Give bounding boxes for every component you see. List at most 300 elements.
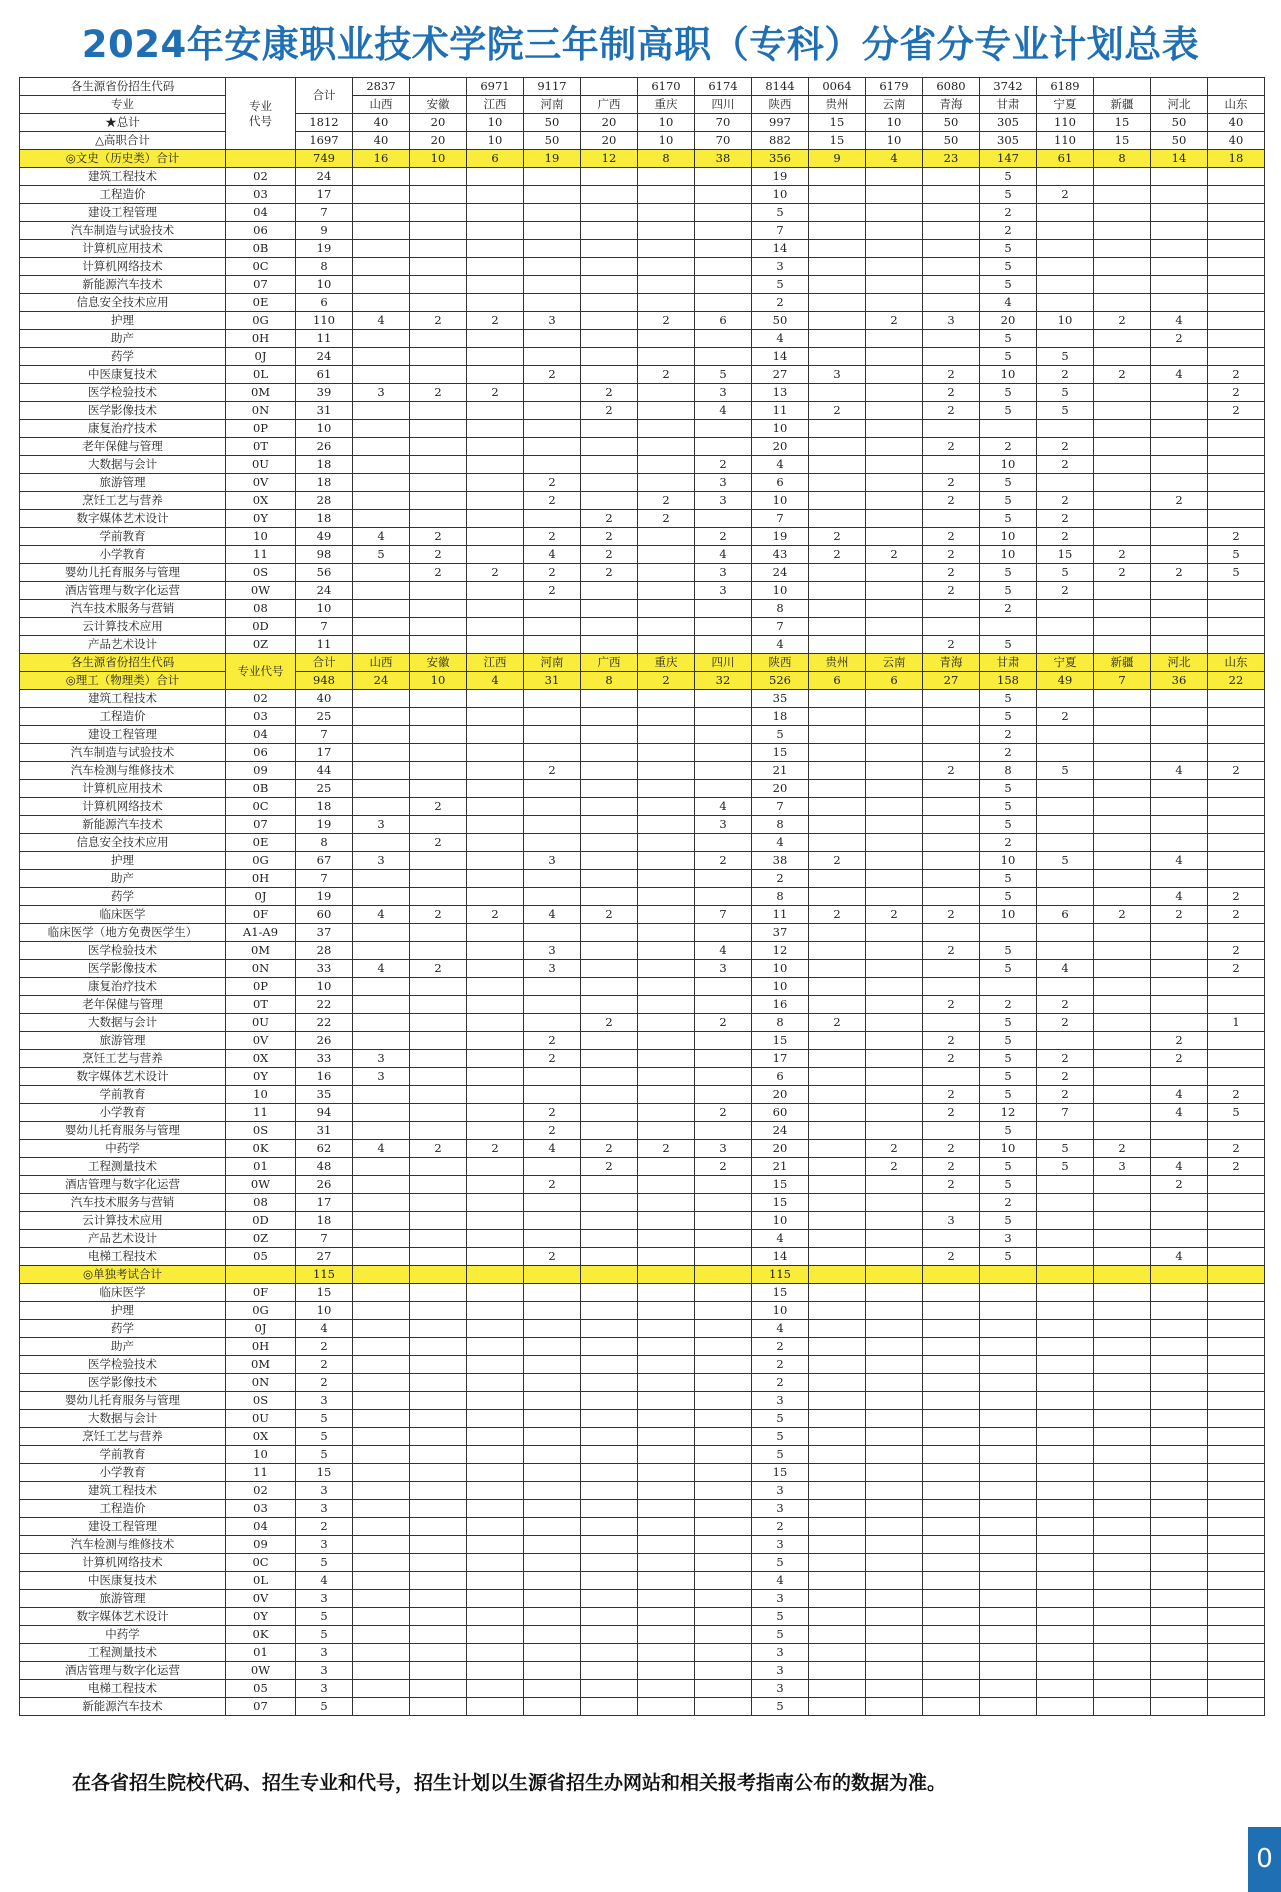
value-cell: 2 xyxy=(524,762,581,780)
value-cell xyxy=(524,1320,581,1338)
value-cell: 20 xyxy=(752,780,809,798)
value-cell xyxy=(638,1662,695,1680)
value-cell xyxy=(866,438,923,456)
row-total-cell: 10 xyxy=(296,1302,353,1320)
value-cell xyxy=(410,1572,467,1590)
major-name-cell: 建设工程管理 xyxy=(20,1518,226,1536)
table-row xyxy=(20,1662,1265,1680)
value-cell xyxy=(1208,1356,1265,1374)
major-name-cell: 工程测量技术 xyxy=(20,1644,226,1662)
value-cell xyxy=(866,1572,923,1590)
value-cell: 20 xyxy=(980,312,1037,330)
value-cell xyxy=(866,1284,923,1302)
value-cell xyxy=(638,1194,695,1212)
value-cell xyxy=(1094,1284,1151,1302)
value-cell xyxy=(809,744,866,762)
value-cell: 115 xyxy=(752,1266,809,1284)
value-cell xyxy=(866,1176,923,1194)
major-name-cell: 新能源汽车技术 xyxy=(20,816,226,834)
value-cell xyxy=(1208,1554,1265,1572)
row-total-cell: 61 xyxy=(296,366,353,384)
value-cell xyxy=(1208,1536,1265,1554)
major-name-cell: 护理 xyxy=(20,312,226,330)
major-code-cell: 0Z xyxy=(226,636,296,654)
value-cell: 20 xyxy=(752,1086,809,1104)
value-cell xyxy=(410,1212,467,1230)
value-cell xyxy=(1037,1374,1094,1392)
section-total-row xyxy=(20,150,1265,168)
major-code-cell: 0N xyxy=(226,960,296,978)
value-cell xyxy=(581,1356,638,1374)
value-cell xyxy=(353,1590,410,1608)
value-cell xyxy=(581,1302,638,1320)
major-name-cell: 护理 xyxy=(20,852,226,870)
value-cell xyxy=(1094,1662,1151,1680)
value-cell xyxy=(1208,1230,1265,1248)
value-cell: 2 xyxy=(638,1140,695,1158)
value-cell xyxy=(1151,1230,1208,1248)
value-cell: 43 xyxy=(752,546,809,564)
value-cell xyxy=(1037,1590,1094,1608)
value-cell: 15 xyxy=(809,132,866,150)
value-cell xyxy=(1208,456,1265,474)
value-cell xyxy=(866,924,923,942)
value-cell xyxy=(1208,1500,1265,1518)
major-name-cell: 大数据与会计 xyxy=(20,1410,226,1428)
value-cell: 2 xyxy=(923,1104,980,1122)
value-cell xyxy=(809,1410,866,1428)
major-code-cell: 04 xyxy=(226,726,296,744)
value-cell xyxy=(353,1320,410,1338)
value-cell xyxy=(467,708,524,726)
value-cell xyxy=(1151,1392,1208,1410)
value-cell xyxy=(1151,1626,1208,1644)
value-cell: 10 xyxy=(467,114,524,132)
value-cell xyxy=(638,1248,695,1266)
row-total-cell: 8 xyxy=(296,258,353,276)
value-cell xyxy=(1208,618,1265,636)
value-cell: 3 xyxy=(752,1680,809,1698)
value-cell xyxy=(524,1644,581,1662)
value-cell: 5 xyxy=(1208,1104,1265,1122)
table-row xyxy=(20,1500,1265,1518)
value-cell xyxy=(809,1500,866,1518)
value-cell xyxy=(866,492,923,510)
value-cell xyxy=(1151,780,1208,798)
value-cell: 3 xyxy=(752,1590,809,1608)
value-cell xyxy=(809,780,866,798)
value-cell: 27 xyxy=(923,672,980,690)
value-cell: 2 xyxy=(1208,960,1265,978)
value-cell xyxy=(980,1374,1037,1392)
value-cell xyxy=(581,582,638,600)
value-cell xyxy=(1037,600,1094,618)
value-cell xyxy=(923,870,980,888)
value-cell xyxy=(353,1500,410,1518)
major-code-cell: 05 xyxy=(226,1248,296,1266)
value-cell: 2 xyxy=(581,906,638,924)
value-cell xyxy=(581,1320,638,1338)
value-cell xyxy=(467,1446,524,1464)
value-cell xyxy=(467,1212,524,1230)
value-cell xyxy=(638,960,695,978)
value-cell xyxy=(467,636,524,654)
major-name-cell: 工程造价 xyxy=(20,708,226,726)
value-cell: 2 xyxy=(1151,1176,1208,1194)
value-cell xyxy=(866,168,923,186)
value-cell xyxy=(524,798,581,816)
value-cell xyxy=(695,1302,752,1320)
value-cell xyxy=(1037,1176,1094,1194)
value-cell xyxy=(581,762,638,780)
value-cell xyxy=(695,330,752,348)
value-cell: 10 xyxy=(638,114,695,132)
value-cell: 2 xyxy=(1151,330,1208,348)
value-cell: 10 xyxy=(752,582,809,600)
value-cell: 2 xyxy=(1208,1086,1265,1104)
value-cell xyxy=(809,618,866,636)
major-code-cell: 0W xyxy=(226,582,296,600)
major-name-cell: 酒店管理与数字化运营 xyxy=(20,1176,226,1194)
value-cell xyxy=(353,1698,410,1716)
value-cell xyxy=(1037,168,1094,186)
header-code-label: 专业代号 xyxy=(226,654,296,690)
value-cell xyxy=(524,1698,581,1716)
value-cell xyxy=(524,636,581,654)
table-row xyxy=(20,1626,1265,1644)
value-cell xyxy=(923,1572,980,1590)
value-cell xyxy=(1037,870,1094,888)
value-cell: 36 xyxy=(1151,672,1208,690)
major-name-cell: 医学检验技术 xyxy=(20,942,226,960)
value-cell xyxy=(695,870,752,888)
row-total-cell: 18 xyxy=(296,1212,353,1230)
table-row xyxy=(20,420,1265,438)
value-cell xyxy=(1037,1644,1094,1662)
value-cell xyxy=(581,1194,638,1212)
value-cell xyxy=(866,1356,923,1374)
value-cell xyxy=(809,978,866,996)
value-cell xyxy=(1094,1590,1151,1608)
value-cell xyxy=(695,834,752,852)
value-cell: 5 xyxy=(980,1068,1037,1086)
value-cell: 2 xyxy=(1151,1050,1208,1068)
value-cell xyxy=(923,276,980,294)
value-cell xyxy=(353,564,410,582)
value-cell: 60 xyxy=(752,1104,809,1122)
value-cell: 5 xyxy=(980,942,1037,960)
row-total-cell: 7 xyxy=(296,204,353,222)
value-cell xyxy=(695,1482,752,1500)
value-cell xyxy=(866,942,923,960)
table-row xyxy=(20,924,1265,942)
value-cell xyxy=(410,186,467,204)
value-cell xyxy=(1151,690,1208,708)
province-name-cell: 云南 xyxy=(866,654,923,672)
value-cell: 15 xyxy=(752,744,809,762)
value-cell xyxy=(410,492,467,510)
value-cell xyxy=(1037,1536,1094,1554)
table-row xyxy=(20,1608,1265,1626)
value-cell xyxy=(1208,834,1265,852)
value-cell xyxy=(410,582,467,600)
value-cell: 2 xyxy=(467,312,524,330)
value-cell xyxy=(353,690,410,708)
value-cell xyxy=(923,510,980,528)
value-cell: 20 xyxy=(752,1140,809,1158)
value-cell xyxy=(1208,1626,1265,1644)
value-cell xyxy=(866,1482,923,1500)
province-name-cell: 广西 xyxy=(581,654,638,672)
value-cell xyxy=(1208,1662,1265,1680)
value-cell xyxy=(524,618,581,636)
value-cell xyxy=(410,870,467,888)
value-cell xyxy=(809,1590,866,1608)
value-cell xyxy=(866,1428,923,1446)
value-cell xyxy=(410,1158,467,1176)
value-cell xyxy=(1037,834,1094,852)
value-cell xyxy=(866,1626,923,1644)
value-cell xyxy=(581,1266,638,1284)
value-cell xyxy=(467,330,524,348)
value-cell xyxy=(524,744,581,762)
value-cell xyxy=(638,1482,695,1500)
value-cell xyxy=(809,942,866,960)
value-cell: 3 xyxy=(752,1536,809,1554)
value-cell xyxy=(581,1068,638,1086)
value-cell: 2 xyxy=(809,528,866,546)
value-cell xyxy=(353,1032,410,1050)
major-name-cell: 工程测量技术 xyxy=(20,1158,226,1176)
value-cell: 2 xyxy=(524,1176,581,1194)
major-name-cell: 电梯工程技术 xyxy=(20,1248,226,1266)
value-cell: 35 xyxy=(752,690,809,708)
value-cell xyxy=(809,888,866,906)
value-cell xyxy=(1151,1302,1208,1320)
value-cell xyxy=(581,942,638,960)
value-cell xyxy=(809,1086,866,1104)
value-cell xyxy=(410,402,467,420)
value-cell: 2 xyxy=(695,1158,752,1176)
value-cell xyxy=(1037,1572,1094,1590)
major-code-cell: 0K xyxy=(226,1626,296,1644)
value-cell xyxy=(1037,1464,1094,1482)
value-cell xyxy=(581,1284,638,1302)
value-cell: 3 xyxy=(752,1500,809,1518)
value-cell xyxy=(809,456,866,474)
value-cell: 1 xyxy=(1208,1014,1265,1032)
value-cell xyxy=(1151,1590,1208,1608)
table-row xyxy=(20,1590,1265,1608)
value-cell xyxy=(524,1338,581,1356)
header-cell: 各生源省份招生代码 xyxy=(20,78,226,96)
value-cell xyxy=(1037,1392,1094,1410)
value-cell: 2 xyxy=(1094,1140,1151,1158)
value-cell: 3 xyxy=(695,960,752,978)
value-cell: 13 xyxy=(752,384,809,402)
value-cell xyxy=(809,690,866,708)
value-cell xyxy=(638,1284,695,1302)
value-cell xyxy=(1094,924,1151,942)
major-name-cell: 汽车技术服务与营销 xyxy=(20,600,226,618)
row-total-cell: 49 xyxy=(296,528,353,546)
value-cell xyxy=(581,1482,638,1500)
value-cell: 15 xyxy=(809,114,866,132)
value-cell: 10 xyxy=(980,528,1037,546)
value-cell xyxy=(809,438,866,456)
row-total-cell: 18 xyxy=(296,474,353,492)
value-cell: 5 xyxy=(752,1410,809,1428)
value-cell xyxy=(410,618,467,636)
value-cell xyxy=(923,186,980,204)
major-code-cell: 0N xyxy=(226,1374,296,1392)
table-row xyxy=(20,1554,1265,1572)
value-cell xyxy=(581,708,638,726)
value-cell xyxy=(353,456,410,474)
value-cell: 40 xyxy=(353,132,410,150)
major-name-cell: 医学影像技术 xyxy=(20,1374,226,1392)
value-cell: 24 xyxy=(752,1122,809,1140)
value-cell xyxy=(581,276,638,294)
table-row xyxy=(20,510,1265,528)
value-cell: 2 xyxy=(695,1104,752,1122)
value-cell: 4 xyxy=(752,456,809,474)
value-cell xyxy=(1094,996,1151,1014)
value-cell xyxy=(1094,834,1151,852)
value-cell xyxy=(1037,1302,1094,1320)
value-cell xyxy=(695,348,752,366)
value-cell xyxy=(695,1662,752,1680)
major-code-cell: 0H xyxy=(226,870,296,888)
row-total-cell: 7 xyxy=(296,1230,353,1248)
value-cell xyxy=(1094,510,1151,528)
value-cell xyxy=(581,1050,638,1068)
value-cell: 10 xyxy=(752,492,809,510)
value-cell: 10 xyxy=(980,366,1037,384)
value-cell xyxy=(410,1176,467,1194)
value-cell: 2 xyxy=(524,1122,581,1140)
value-cell: 2 xyxy=(923,1140,980,1158)
value-cell xyxy=(524,1194,581,1212)
value-cell xyxy=(866,204,923,222)
value-cell: 22 xyxy=(1208,672,1265,690)
value-cell: 2 xyxy=(524,474,581,492)
row-total-cell: 26 xyxy=(296,1032,353,1050)
value-cell xyxy=(809,1122,866,1140)
value-cell xyxy=(1094,1392,1151,1410)
value-cell: 5 xyxy=(1037,402,1094,420)
major-name-cell: 计算机应用技术 xyxy=(20,780,226,798)
value-cell xyxy=(353,1194,410,1212)
value-cell: 8 xyxy=(752,816,809,834)
value-cell: 50 xyxy=(1151,114,1208,132)
value-cell xyxy=(1094,960,1151,978)
value-cell xyxy=(1151,1122,1208,1140)
value-cell: 10 xyxy=(980,456,1037,474)
row-total-cell: 26 xyxy=(296,1176,353,1194)
value-cell xyxy=(467,996,524,1014)
value-cell xyxy=(353,600,410,618)
value-cell: 2 xyxy=(923,402,980,420)
value-cell xyxy=(581,1554,638,1572)
major-code-cell: 0C xyxy=(226,258,296,276)
value-cell xyxy=(410,366,467,384)
major-name-cell: 汽车检测与维修技术 xyxy=(20,762,226,780)
value-cell xyxy=(923,1518,980,1536)
value-cell xyxy=(695,1356,752,1374)
value-cell: 15 xyxy=(752,1194,809,1212)
value-cell xyxy=(638,1212,695,1230)
value-cell xyxy=(524,726,581,744)
value-cell xyxy=(353,798,410,816)
major-code-cell: 09 xyxy=(226,1536,296,1554)
value-cell: 4 xyxy=(353,528,410,546)
value-cell: 2 xyxy=(638,492,695,510)
province-name-cell: 河南 xyxy=(524,654,581,672)
value-cell: 21 xyxy=(752,1158,809,1176)
value-cell xyxy=(1094,744,1151,762)
value-cell xyxy=(866,258,923,276)
row-total-cell: 5 xyxy=(296,1446,353,1464)
value-cell xyxy=(467,1194,524,1212)
value-cell: 2 xyxy=(809,1014,866,1032)
value-cell xyxy=(809,1212,866,1230)
value-cell xyxy=(980,1266,1037,1284)
major-code-cell: 0W xyxy=(226,1176,296,1194)
value-cell: 2 xyxy=(752,1356,809,1374)
value-cell: 18 xyxy=(752,708,809,726)
value-cell: 5 xyxy=(752,1698,809,1716)
value-cell xyxy=(524,1446,581,1464)
value-cell xyxy=(1151,276,1208,294)
value-cell xyxy=(410,1482,467,1500)
value-cell xyxy=(638,1122,695,1140)
major-name-cell: 建设工程管理 xyxy=(20,204,226,222)
value-cell: 5 xyxy=(752,1554,809,1572)
value-cell xyxy=(809,1392,866,1410)
value-cell: 5 xyxy=(980,582,1037,600)
value-cell xyxy=(1094,186,1151,204)
value-cell: 2 xyxy=(923,1032,980,1050)
value-cell xyxy=(980,1356,1037,1374)
value-cell xyxy=(1151,528,1208,546)
value-cell: 10 xyxy=(1037,312,1094,330)
value-cell xyxy=(353,1392,410,1410)
value-cell xyxy=(467,834,524,852)
value-cell xyxy=(638,1320,695,1338)
value-cell: 20 xyxy=(752,438,809,456)
value-cell xyxy=(638,1608,695,1626)
value-cell: 8 xyxy=(752,888,809,906)
value-cell xyxy=(980,1500,1037,1518)
value-cell: 2 xyxy=(581,528,638,546)
value-cell: 4 xyxy=(1151,1104,1208,1122)
value-cell xyxy=(467,780,524,798)
table-row xyxy=(20,528,1265,546)
value-cell xyxy=(809,1356,866,1374)
row-total-cell: 17 xyxy=(296,186,353,204)
table-row xyxy=(20,1230,1265,1248)
value-cell xyxy=(410,474,467,492)
value-cell xyxy=(923,1464,980,1482)
value-cell xyxy=(866,294,923,312)
value-cell xyxy=(695,726,752,744)
value-cell xyxy=(866,1122,923,1140)
value-cell xyxy=(410,1248,467,1266)
value-cell xyxy=(923,1194,980,1212)
value-cell: 3 xyxy=(695,564,752,582)
value-cell: 2 xyxy=(980,996,1037,1014)
